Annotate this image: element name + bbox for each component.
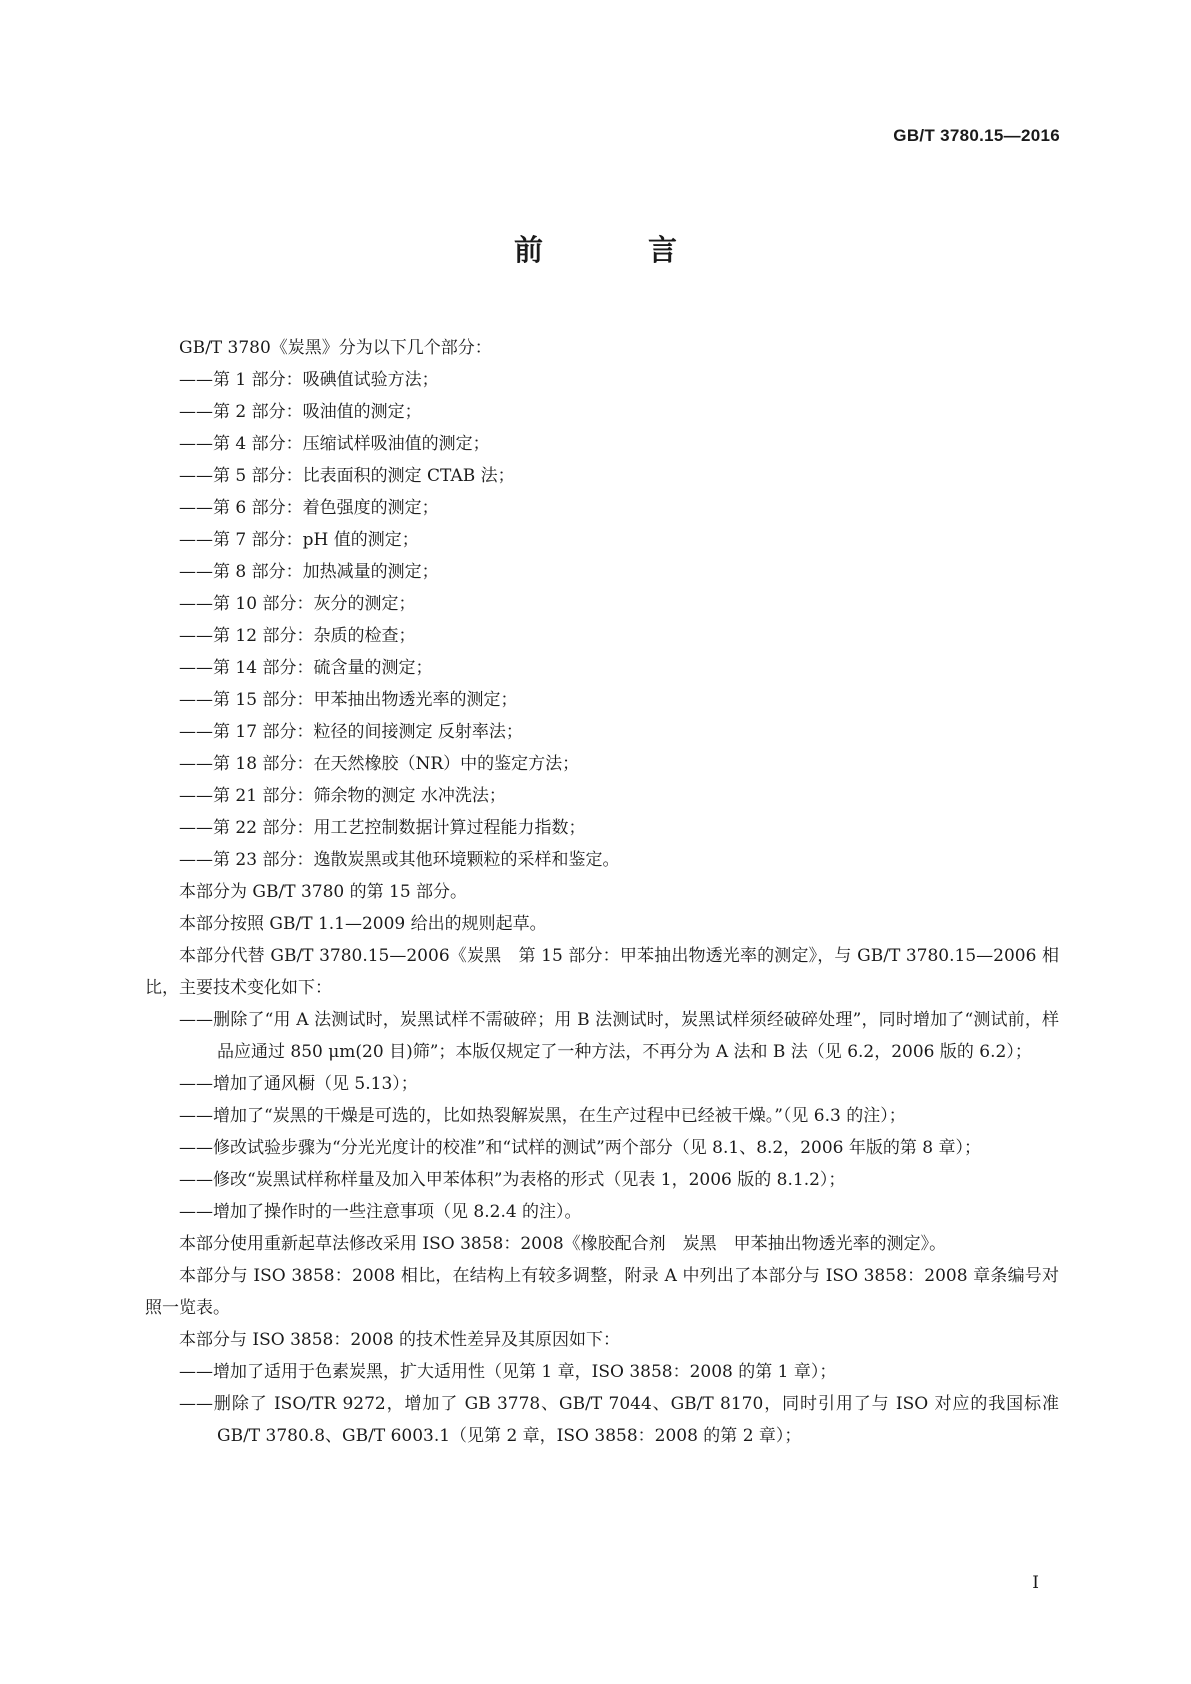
list-item: ——第 14 部分：硫含量的测定； xyxy=(179,658,433,678)
difference-item: ——删除了 ISO/TR 9272，增加了 GB 3778、GB/T 7044、GB/T 8170，同时引用了与 ISO 对应的我国标准 GB/T 3780.8、GB/T 6003.1（见第 2 章，ISO 3858：2008 的第 2 章）； xyxy=(179,1394,1059,1446)
change-item: ——删除了“用 A 法测试时，炭黑试样不需破碎；用 B 法测试时，炭黑试样须经破碎处理”，同时增加了“测试前，样品应通过 850 μm(20 目)筛”；本版仅规定了一种方法，不再分为 A 法和 B 法（见 6.2，2006 版的 6.2）； xyxy=(179,1010,1059,1062)
page-number: I xyxy=(1032,1573,1039,1593)
list-item: ——第 23 部分：逸散炭黑或其他环境颗粒的采样和鉴定。 xyxy=(179,850,620,870)
list-item: ——第 1 部分：吸碘值试验方法； xyxy=(179,370,439,390)
rules-statement: 本部分按照 GB/T 1.1—2009 给出的规则起草。 xyxy=(179,914,547,934)
change-item: ——增加了通风橱（见 5.13）； xyxy=(179,1074,418,1094)
part-statement: 本部分为 GB/T 3780 的第 15 部分。 xyxy=(179,882,468,902)
list-item: ——第 21 部分：筛余物的测定 水冲洗法； xyxy=(179,786,506,806)
intro-paragraph: GB/T 3780《炭黑》分为以下几个部分： xyxy=(179,338,492,358)
replace-statement: 本部分代替 GB/T 3780.15—2006《炭黑 第 15 部分：甲苯抽出物透光率的测定》，与 GB/T 3780.15—2006 相比，主要技术变化如下： xyxy=(145,946,1059,998)
iso-difference-statement: 本部分与 ISO 3858：2008 的技术性差异及其原因如下： xyxy=(179,1330,621,1350)
change-item: ——增加了操作时的一些注意事项（见 8.2.4 的注）。 xyxy=(179,1202,582,1222)
change-item: ——修改“炭黑试样称样量及加入甲苯体积”为表格的形式（见表 1，2006 版的 8.1.2）； xyxy=(179,1170,846,1190)
list-item: ——第 15 部分：甲苯抽出物透光率的测定； xyxy=(179,690,518,710)
list-item: ——第 4 部分：压缩试样吸油值的测定； xyxy=(179,434,490,454)
list-item: ——第 17 部分：粒径的间接测定 反射率法； xyxy=(179,722,523,742)
list-item: ——第 22 部分：用工艺控制数据计算过程能力指数； xyxy=(179,818,586,838)
change-item: ——增加了“炭黑的干燥是可选的，比如热裂解炭黑，在生产过程中已经被干燥。”（见 6.3 的注）； xyxy=(179,1106,906,1126)
iso-adopt-statement: 本部分使用重新起草法修改采用 ISO 3858：2008《橡胶配合剂 炭黑 甲苯抽出物透光率的测定》。 xyxy=(179,1234,947,1254)
list-item: ——第 8 部分：加热减量的测定； xyxy=(179,562,439,582)
list-item: ——第 18 部分：在天然橡胶（NR）中的鉴定方法； xyxy=(179,754,580,774)
iso-structure-statement: 本部分与 ISO 3858：2008 相比，在结构上有较多调整，附录 A 中列出了本部分与 ISO 3858：2008 章条编号对照一览表。 xyxy=(145,1266,1059,1318)
list-item: ——第 6 部分：着色强度的测定； xyxy=(179,498,439,518)
page-title: 前 言 xyxy=(513,233,715,267)
foreword-body xyxy=(145,332,1059,1452)
change-item: ——修改试验步骤为“分光光度计的校准”和“试样的测试”两个部分（见 8.1、8.2，2006 年版的第 8 章）； xyxy=(179,1138,982,1158)
list-item: ——第 2 部分：吸油值的测定； xyxy=(179,402,422,422)
standard-code: GB/T 3780.15—2016 xyxy=(893,126,1060,145)
list-item: ——第 7 部分：pH 值的测定； xyxy=(179,530,419,550)
list-item: ——第 12 部分：杂质的检查； xyxy=(179,626,416,646)
list-item: ——第 10 部分：灰分的测定； xyxy=(179,594,416,614)
list-item: ——第 5 部分：比表面积的测定 CTAB 法； xyxy=(179,466,515,486)
difference-item: ——增加了适用于色素炭黑，扩大适用性（见第 1 章，ISO 3858：2008 的第 1 章）； xyxy=(179,1362,837,1382)
